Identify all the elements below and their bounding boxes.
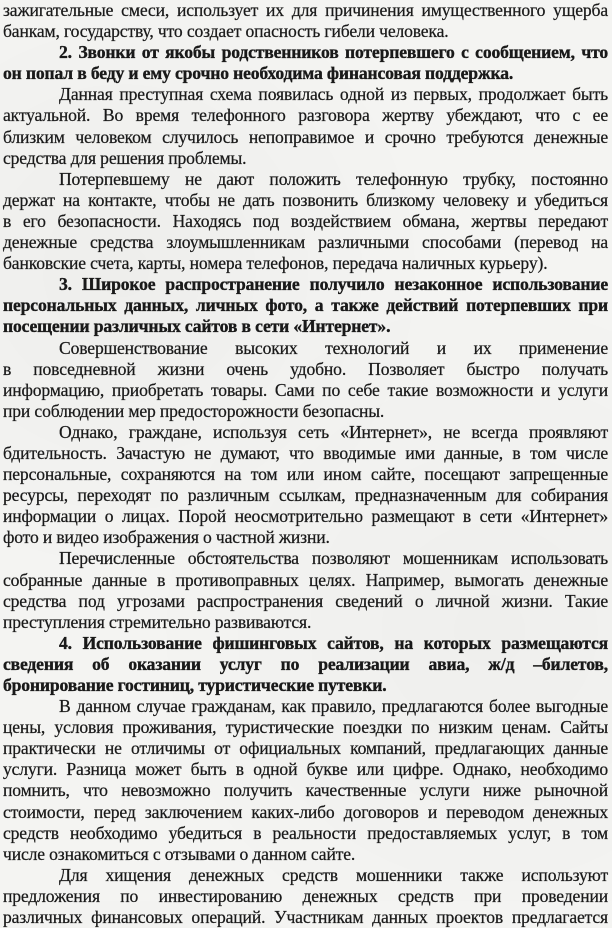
text-line: средств необходимо убедиться в реальности предоставляемых услуг, в том <box>3 822 608 843</box>
text-line: фото и видео изображения о частной жизни. <box>3 527 330 548</box>
section-heading <box>3 633 608 696</box>
text-line: Совершенствование высоких технологий и их применение <box>59 337 608 358</box>
text-line: предложения по инвестированию денежных средств при проведении <box>3 885 608 906</box>
text-line: он попал в беду и ему срочно необходима финансовая поддержка. <box>3 63 514 84</box>
text-line: персональные, сохраняются на том или ином сайте, посещают запрещенные <box>3 464 608 485</box>
text-line: числе ознакомиться с отзывами о данном сайте. <box>3 843 356 864</box>
section-heading <box>3 42 608 84</box>
body-paragraph <box>3 422 608 549</box>
text-line: цены, условия проживания, туристические поездки по низким ценам. Сайты <box>3 717 608 738</box>
text-line: Однако, граждане, используя сеть «Интернет», не всегда проявляют <box>59 421 608 442</box>
body-paragraph <box>3 0 608 42</box>
text-line: различных финансовых операций. Участникам данных проектов предлагается <box>3 907 608 928</box>
body-paragraph <box>3 696 608 865</box>
text-line: ресурсы, переходят по различным ссылкам, предназначенным для собирания <box>3 485 608 506</box>
section-heading <box>3 274 608 337</box>
body-paragraph <box>3 169 608 274</box>
text-line: В данном случае гражданам, как правило, предлагаются более выгодные <box>59 696 608 717</box>
text-line: преступления стремительно развиваются. <box>3 611 312 632</box>
text-line: в повседневной жизни очень удобно. Позволяет быстро получать <box>3 358 608 379</box>
body-paragraph <box>3 338 608 422</box>
text-line: Перечисленные обстоятельства позволяют мошенникам использовать <box>59 548 608 569</box>
text-line: собранные данные в противоправных целях. Например, вымогать денежные <box>3 569 608 590</box>
text-line: практически не отличимы от официальных компаний, предлагающих данные <box>3 738 608 759</box>
text-line: Потерпевшему не дают положить телефонную трубку, постоянно <box>59 168 608 189</box>
text-line: актуальной. Во время телефонного разговора жертву убеждают, что с ее <box>3 105 608 126</box>
body-paragraph <box>3 548 608 632</box>
text-line: держат на контакте, чтобы не дать позвонить близкому человеку и убедиться <box>3 189 608 210</box>
text-line: стоимости, перед заключением каких-либо договоров и переводом денежных <box>3 801 608 822</box>
text-line: информации о лицах. Порой неосмотрительно размещают в сети «Интернет» <box>3 506 608 527</box>
text-line: 3. Широкое распространение получило незаконное использование <box>59 274 608 295</box>
text-line: бронирование гостиниц, туристические путевки. <box>3 675 387 695</box>
text-line: зажигательные смеси, использует их для причинения имущественного ущерба <box>3 0 608 20</box>
text-line: банкам, государству, что создает опасность гибели человека. <box>3 21 449 42</box>
text-line: информацию, приобретать товары. Сами по себе такие возможности и услуги <box>3 379 608 400</box>
text-line: 4. Использование фишинговых сайтов, на которых размещаются <box>59 632 608 653</box>
text-line: сведения об оказании услуг по реализации авиа, ж/д –билетов, <box>3 653 608 674</box>
text-line: денежные средства злоумышленникам различными способами (перевод на <box>3 232 608 253</box>
text-line: в его безопасности. Находясь под воздействием обмана, жертвы передают <box>3 210 608 231</box>
text-line: средства под угрозами распространения сведений о личной жизни. Такие <box>3 590 608 611</box>
text-line: банковские счета, карты, номера телефонов, передача наличных курьеру). <box>3 253 548 274</box>
body-paragraph <box>3 84 608 168</box>
text-line: помнить, что невозможно получить качественные услуги ниже рыночной <box>3 780 608 801</box>
text-line: при соблюдении мер предосторожности безопасны. <box>3 400 385 421</box>
text-line: Для хищения денежных средств мошенники также используют <box>59 864 608 885</box>
text-line: 2. Звонки от якобы родственников потерпевшего с сообщением, что <box>59 42 608 63</box>
text-line: Данная преступная схема появилась одной из первых, продолжает быть <box>59 84 608 105</box>
text-line: близким человеком случилось непоправимое и срочно требуются денежные <box>3 126 608 147</box>
text-line: посещении различных сайтов в сети «Интернет». <box>3 316 391 337</box>
text-line: услуги. Разница может быть в одной букве или цифре. Однако, необходимо <box>3 759 608 780</box>
text-line: бдительность. Зачастую не думают, что вводимые ими данные, в том числе <box>3 442 608 463</box>
text-line: средства для решения проблемы. <box>3 147 247 168</box>
body-paragraph <box>3 865 608 928</box>
text-line: персональных данных, личных фото, а также действий потерпевших при <box>3 295 608 316</box>
